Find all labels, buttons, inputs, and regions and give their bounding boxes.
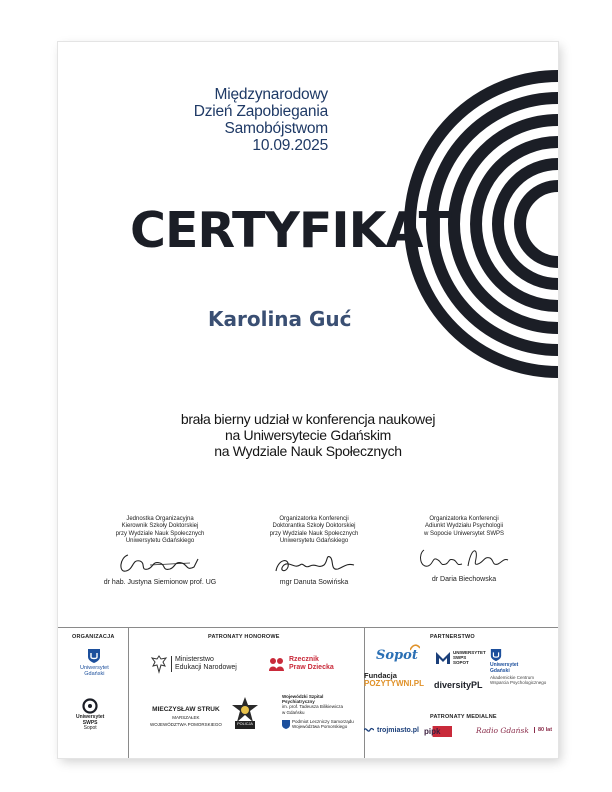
hospital-name-line: w Gdańsku — [282, 709, 305, 715]
signatory-name: mgr Danuta Sowińska — [279, 579, 349, 587]
event-line: Międzynarodowy — [214, 86, 328, 103]
ug2-line: Wsparcia Psychologicznego — [490, 680, 547, 686]
rpd-name-line: Praw Dziecka — [289, 664, 334, 671]
signatory-1 — [80, 516, 240, 586]
signatory-name: dr Daria Biechowska — [431, 575, 497, 583]
divider — [128, 628, 129, 758]
description-line: na Uniwersytecie Gdańskim — [224, 427, 391, 443]
description-line: brała bierny udział w konferencja naukowej — [180, 411, 436, 427]
pomorskie-emblem-icon — [282, 720, 290, 729]
diversity-logo: diversityPL — [434, 680, 483, 690]
signatory-role-line: w Sopocie Uniwersytet SWPS — [423, 530, 505, 537]
hospital-name-line: Wojewódzki Szpital — [282, 694, 324, 699]
swps-name-line: SWPS — [82, 719, 98, 726]
event-heading — [194, 86, 328, 154]
event-line: Samobójstwom — [224, 120, 328, 137]
handwritten-signature — [110, 551, 210, 577]
ug2-line: Uniwersytet — [490, 662, 519, 668]
marshal-title: MARSZAŁEK — [172, 714, 200, 720]
ug-name-line: Gdański — [84, 671, 105, 677]
signatory-role-line: Doktorantka Szkoły Doktorskiej — [272, 523, 356, 530]
ug-emblem-icon — [490, 648, 502, 662]
ministry-name-line: Ministerstwo — [175, 656, 214, 663]
recipient-name: Karolina Guć — [208, 307, 352, 331]
swps-name-line: Sopot — [83, 725, 97, 732]
signatory-role-line: Organizatorka Konferencji — [279, 516, 349, 522]
hospital-name-line: Psychiatryczny — [282, 699, 315, 705]
swps-logo — [76, 698, 104, 732]
ug-emblem-icon — [87, 648, 101, 664]
sponsors-footer — [58, 627, 558, 758]
gov-line: Województwa Pomorskiego — [292, 724, 348, 730]
rpd-name-line: Rzecznik — [289, 656, 319, 663]
signatory-role-line: przy Wydziale Nauk Społecznych — [115, 530, 205, 537]
trojmiasto-name: trojmiasto.pl — [377, 726, 420, 734]
fundacja-brand: POZYTYWNI.PL — [364, 679, 424, 688]
signatory-role-line: Kierownik Szkoły Doktorskiej — [121, 523, 199, 530]
fundacja-logo — [364, 672, 424, 688]
signatory-role-line: Organizatorka Konferencji — [429, 516, 499, 522]
ug-logo — [80, 648, 109, 677]
swps-name-line: Uniwersytet — [76, 714, 105, 720]
trojmiasto-wave-icon — [364, 726, 374, 734]
ug-name-line: Uniwersytet — [80, 665, 109, 671]
marshal-region: WOJEWÓDZTWA POMORSKIEGO — [150, 722, 222, 727]
pipk-logo: pipk — [422, 726, 452, 737]
partnership-title: PARTNERSTWO — [430, 634, 475, 640]
marshal-logo — [150, 706, 222, 729]
hospital-name-line: im. prof. Tadeusza Bilikiewicza — [282, 704, 343, 710]
handwritten-signature — [414, 544, 514, 574]
rpd-emblem-icon — [268, 656, 286, 672]
signatory-2 — [234, 516, 394, 586]
honorary-title: PATRONATY HONOROWE — [208, 634, 280, 640]
sopot-wave-icon — [410, 644, 420, 652]
swps-m-line: SOPOT — [453, 660, 469, 666]
decorative-arc — [454, 120, 558, 328]
ug2-line: Gdański — [490, 667, 510, 674]
police-star-icon — [230, 696, 260, 724]
swps-emblem-icon — [82, 698, 98, 714]
police-label: POLICJA — [235, 721, 255, 729]
police-logo — [230, 696, 260, 729]
certificate-title: CERTYFIKAT — [130, 202, 452, 259]
gov-line: Podmiot Leczniczy Samorządu — [292, 718, 354, 724]
ministry-name-line: Edukacji Narodowej — [175, 664, 237, 671]
swps-m-icon — [436, 652, 450, 664]
signatory-role-line: Jednostka Organizacyjna — [126, 516, 194, 522]
certificate — [58, 42, 558, 758]
signatory-3 — [384, 516, 544, 583]
handwritten-signature — [264, 551, 364, 577]
radio-anniversary: 80 lat — [534, 727, 552, 733]
signatory-role-line: Uniwersytetu Gdańskiego — [279, 537, 349, 544]
swps-m-line: UNIWERSYTET — [453, 650, 486, 655]
swps-m-line: SWPS — [453, 655, 467, 661]
event-date: 10.09.2025 — [252, 137, 328, 154]
signatory-role-line: Uniwersytetu Gdańskiego — [125, 537, 195, 544]
hospital-logo — [282, 694, 354, 729]
ministry-logo — [150, 654, 237, 674]
participation-description — [58, 411, 558, 459]
eagle-emblem-icon — [150, 654, 168, 674]
swps-mini-logo — [436, 650, 486, 666]
ug2-line: Akademickie Centrum — [490, 675, 535, 681]
decorative-arc — [520, 186, 558, 262]
rpd-logo — [268, 656, 334, 672]
media-title: PATRONATY MEDIALNE — [430, 714, 497, 720]
signatory-role-line: przy Wydziale Nauk Społecznych — [269, 530, 359, 537]
event-line: Dzień Zapobiegania — [193, 103, 328, 120]
divider — [364, 628, 365, 758]
sopot-logo: Sopot — [376, 648, 418, 663]
trojmiasto-logo — [364, 726, 419, 734]
marshal-name: MIECZYSŁAW STRUK — [152, 706, 220, 713]
fundacja-name: Fundacja — [364, 671, 397, 680]
organization-title: ORGANIZACJA — [72, 634, 115, 640]
signatory-name: dr hab. Justyna Siemionow prof. UG — [103, 579, 217, 587]
ug-acwp-logo — [490, 648, 546, 686]
signatory-role-line: Adiunkt Wydziału Psychologii — [425, 523, 503, 530]
description-line: na Wydziale Nauk Społecznych — [214, 443, 402, 459]
radio-gdansk-logo: Radio Gdańsk — [476, 726, 529, 735]
